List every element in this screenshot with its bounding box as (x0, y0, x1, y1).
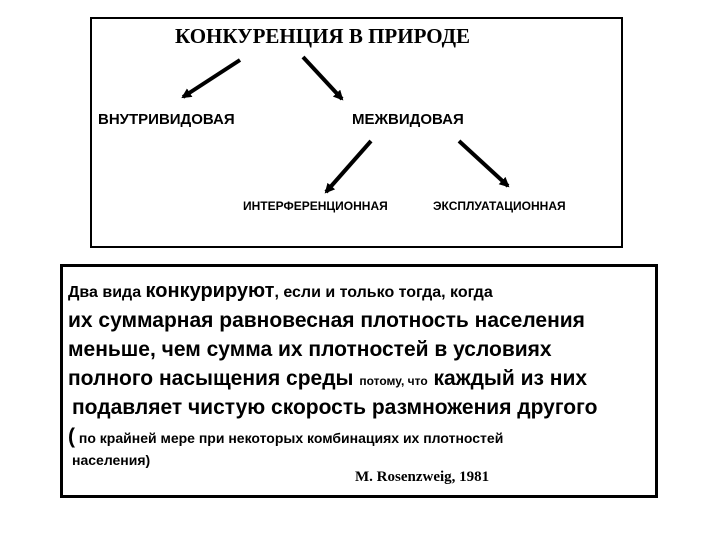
branch-intraspecific: ВНУТРИВИДОВАЯ (98, 111, 235, 128)
definition-line-5: подавляет чистую скорость размножения другого (72, 396, 598, 419)
definition-line-6: ( по крайней мере при некоторых комбинациях их плотностей (68, 425, 504, 448)
arrow-to-exploitation (459, 141, 508, 186)
definition-line-1: Два вида конкурируют, если и только тогда, когда (68, 280, 493, 302)
arrow-to-interference (326, 141, 371, 192)
citation: M. Rosenzweig, 1981 (355, 469, 490, 485)
definition-line-7: населения) (72, 452, 151, 468)
diagram-title: КОНКУРЕНЦИЯ В ПРИРОДЕ (175, 24, 471, 48)
definition-line-2: их суммарная равновесная плотность населения (68, 309, 585, 332)
arrow-to-interspecific (303, 57, 342, 99)
branch-interspecific: МЕЖВИДОВАЯ (352, 111, 464, 128)
arrow-to-intraspecific (183, 60, 240, 97)
sub-branch-exploitation: ЭКСПЛУАТАЦИОННАЯ (433, 199, 566, 213)
definition-line-4: полного насыщения среды потому, что каждый из них (68, 367, 588, 390)
keyword-compete: конкурируют (145, 280, 275, 302)
sub-branch-interference: ИНТЕРФЕРЕНЦИОННАЯ (243, 199, 388, 213)
definition-line-3: меньше, чем сумма их плотностей в условиях (68, 338, 552, 361)
